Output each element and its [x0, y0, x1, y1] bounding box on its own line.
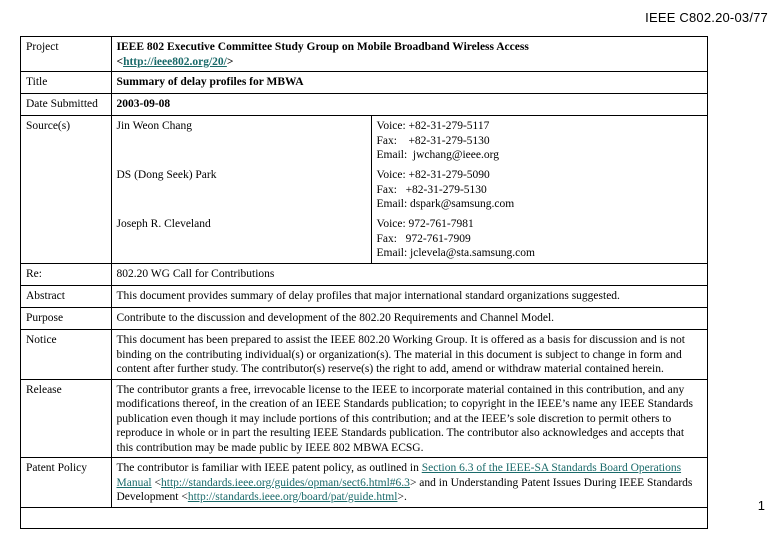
abstract-value: This document provides summary of delay profiles that major international standard organizations suggested.: [111, 286, 707, 308]
project-row: [21, 37, 707, 72]
opman-link[interactable]: Section 6.3 of the IEEE-SA Standards Board Operations Manual: [116, 462, 682, 489]
source-label: Source(s): [21, 116, 111, 264]
project-value: IEEE 802 Executive Committee Study Group on Mobile Broadband Wireless Access <http://ieee802.org/20/>: [111, 37, 707, 72]
release-value: The contributor grants a free, irrevocable license to the IEEE to incorporate material contained in this contribution, and any modifications thereof, in the creation of an IEEE Standards publication; to copyright in the IEEE’s name any IEEE Standards publication even though it may include portions of this contribution; and at the IEEE’s sole discretion to permit others to reproduce in whole or in part the resulting IEEE Standards publication. The contributor also acknowledges and accepts that this contribution may be made public by IEEE 802 MBWA ECSG.: [111, 379, 707, 458]
release-label: Release: [21, 379, 111, 458]
source-contact: Voice: +82-31-279-5117 Fax: +82-31-279-5130 Email: jwchang@ieee.org: [371, 116, 707, 166]
date-value: 2003-09-08: [111, 94, 707, 116]
date-row: [21, 94, 707, 116]
source-name: DS (Dong Seek) Park: [111, 165, 371, 214]
document-id: IEEE C802.20-03/77: [645, 10, 768, 25]
abstract-row: [21, 286, 707, 308]
notice-row: [21, 330, 707, 380]
patent-value: The contributor is familiar with IEEE patent policy, as outlined in Section 6.3 of the IEEE-SA Standards Board Operations Manual <http://standards.ieee.org/guides/opman/sect6.html#6.3> and in Understanding Patent Issues During IEEE Standards Development <http://standards.ieee.org/board/pat/guide.html>.: [111, 458, 707, 508]
project-link[interactable]: http://ieee802.org/20/: [123, 55, 227, 68]
re-value: 802.20 WG Call for Contributions: [111, 264, 707, 286]
release-row: [21, 379, 707, 458]
opman-url-link[interactable]: http://standards.ieee.org/guides/opman/sect6.html#6.3: [161, 476, 410, 489]
notice-label: Notice: [21, 330, 111, 380]
project-label: Project: [21, 37, 111, 72]
patent-label: Patent Policy: [21, 458, 111, 508]
page-number: 1: [757, 498, 765, 513]
patent-guide-link[interactable]: http://standards.ieee.org/board/pat/guide.html: [187, 491, 398, 503]
title-row: [21, 72, 707, 94]
source-contact: Voice: +82-31-279-5090 Fax: +82-31-279-5130 Email: dspark@samsung.com: [371, 165, 707, 214]
cover-table: [20, 36, 708, 529]
purpose-row: [21, 308, 707, 330]
date-label: Date Submitted: [21, 94, 111, 116]
re-row: [21, 264, 707, 286]
patent-row: [21, 458, 707, 508]
source-row: [21, 214, 707, 264]
abstract-label: Abstract: [21, 286, 111, 308]
source-name: Joseph R. Cleveland: [111, 214, 371, 264]
source-row: [21, 165, 707, 214]
title-label: Title: [21, 72, 111, 94]
purpose-label: Purpose: [21, 308, 111, 330]
source-row: [21, 116, 707, 166]
purpose-value: Contribute to the discussion and development of the 802.20 Requirements and Channel Model.: [111, 308, 707, 330]
title-value: Summary of delay profiles for MBWA: [111, 72, 707, 94]
notice-value: This document has been prepared to assist the IEEE 802.20 Working Group. It is offered as a basis for discussion and is not binding on the contributing individual(s) or organization(s). The material in this document is subject to change in form and content after further study. The contributor(s) reserve(s) the right to add, amend or withdraw material contained herein.: [111, 330, 707, 380]
source-contact: Voice: 972-761-7981 Fax: 972-761-7909 Email: jclevela@sta.samsung.com: [371, 214, 707, 264]
re-label: Re:: [21, 264, 111, 286]
source-name: Jin Weon Chang: [111, 116, 371, 166]
